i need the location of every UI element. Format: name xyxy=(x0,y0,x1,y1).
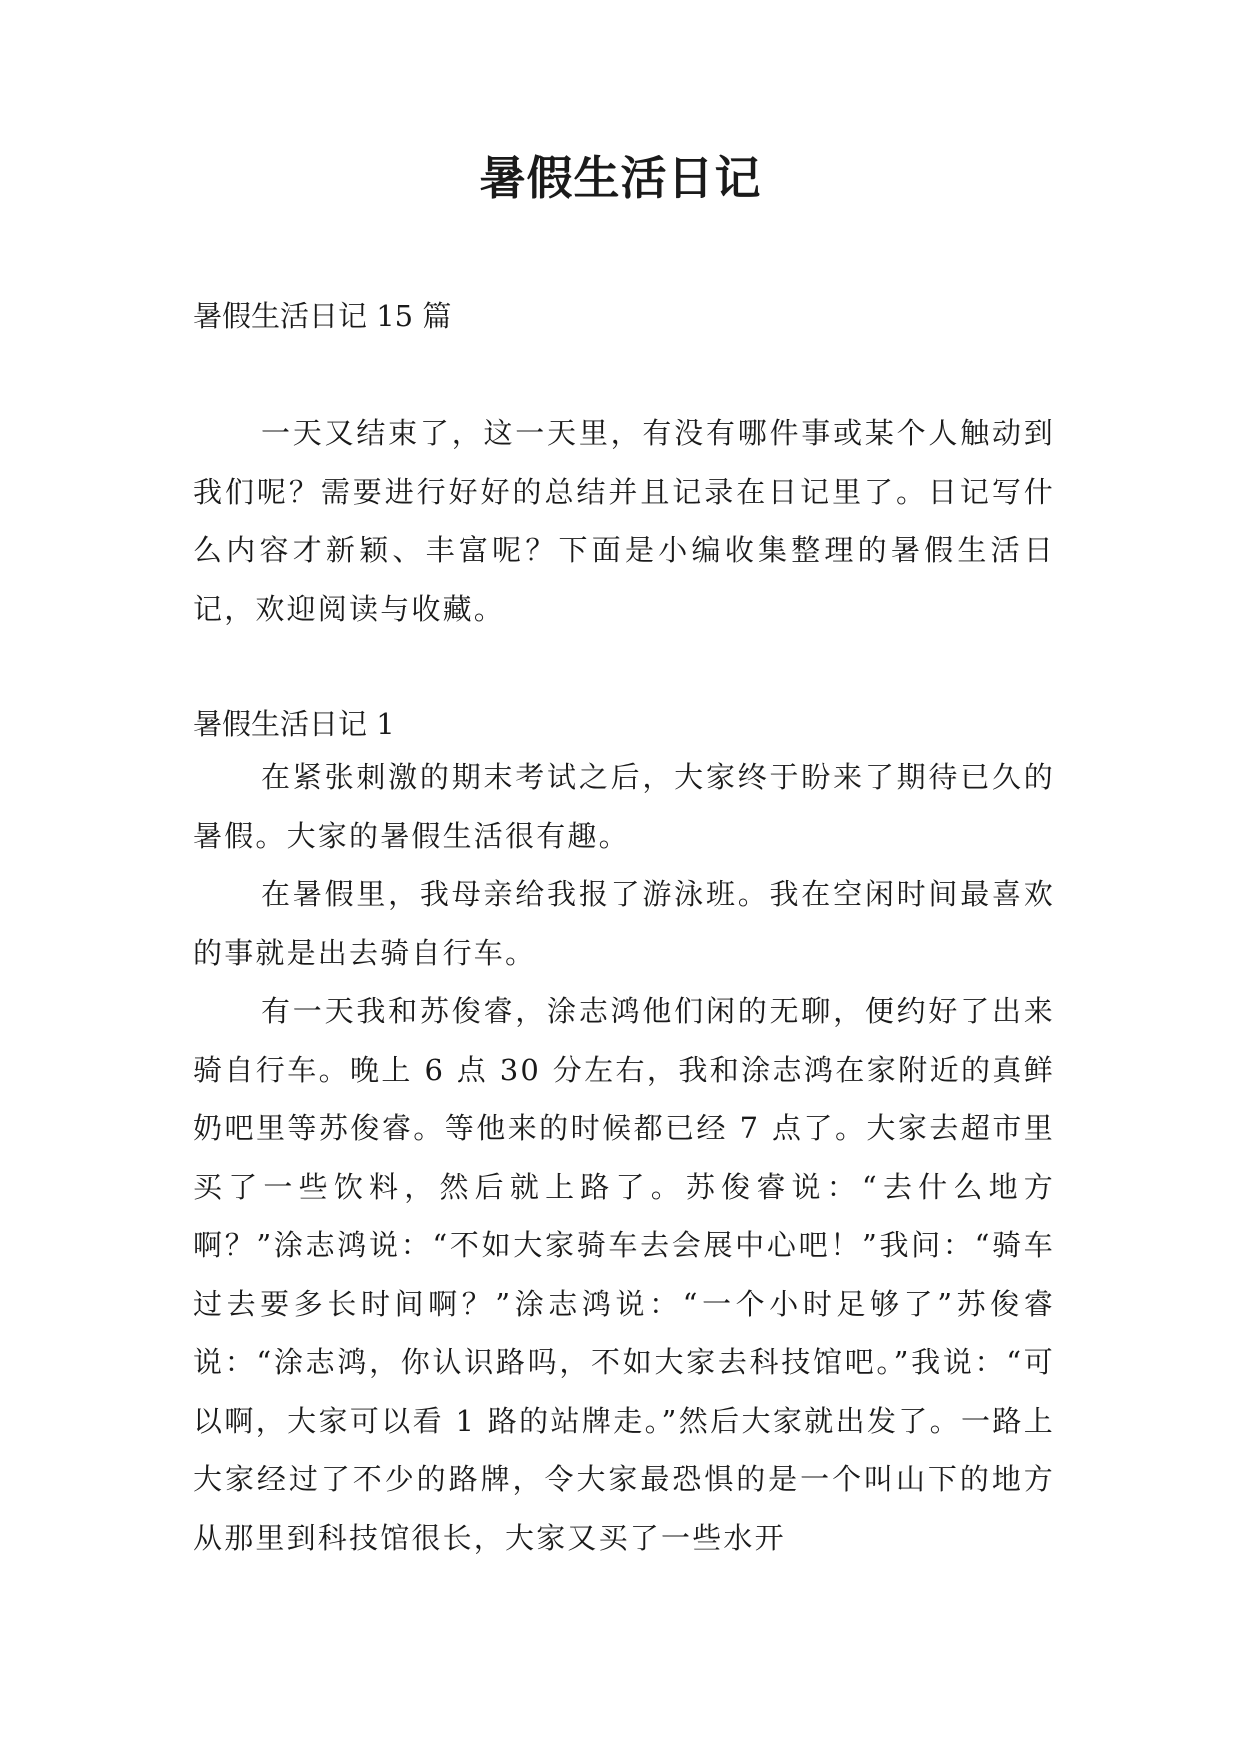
paragraph: 在紧张刺激的期末考试之后，大家终于盼来了期待已久的暑假。大家的暑假生活很有趣。 xyxy=(193,760,1055,853)
document-subtitle: 暑假生活日记 15 篇 xyxy=(193,299,452,333)
section-content xyxy=(193,748,1055,1567)
section-heading: 暑假生活日记 1 xyxy=(193,707,395,741)
paragraph: 在暑假里，我母亲给我报了游泳班。我在空闲时间最喜欢的事就是出去骑自行车。 xyxy=(193,877,1055,970)
document-title: 暑假生活日记 xyxy=(479,151,762,205)
paragraph: 有一天我和苏俊睿，涂志鸿他们闲的无聊，便约好了出来骑自行车。晚上 6 点 30 分左右，我和涂志鸿在家附近的真鲜奶吧里等苏俊睿。等他来的时候都已经 7 点了。大家去超市里买了一些饮料，然后就上路了。苏俊睿说：“去什么地方啊？”涂志鸿说：“不如大家骑车去会展中心吧！”我问：“骑车过去要多长时间啊？”涂志鸿说：“一个小时足够了”苏俊睿说：“涂志鸿，你认识路吗，不如大家去科技馆吧。”我说：“可以啊，大家可以看 1 路的站牌走。”然后大家就出发了。一路上大家经过了不少的路牌，令大家最恐惧的是一个叫山下的地方从那里到科技馆很长，大家又买了一些水开 xyxy=(193,994,1055,1555)
intro-paragraph: 一天又结束了，这一天里，有没有哪件事或某个人触动到我们呢？需要进行好好的总结并且记录在日记里了。日记写什么内容才新颖、丰富呢？下面是小编收集整理的暑假生活日记，欢迎阅读与收藏。 xyxy=(193,416,1055,626)
